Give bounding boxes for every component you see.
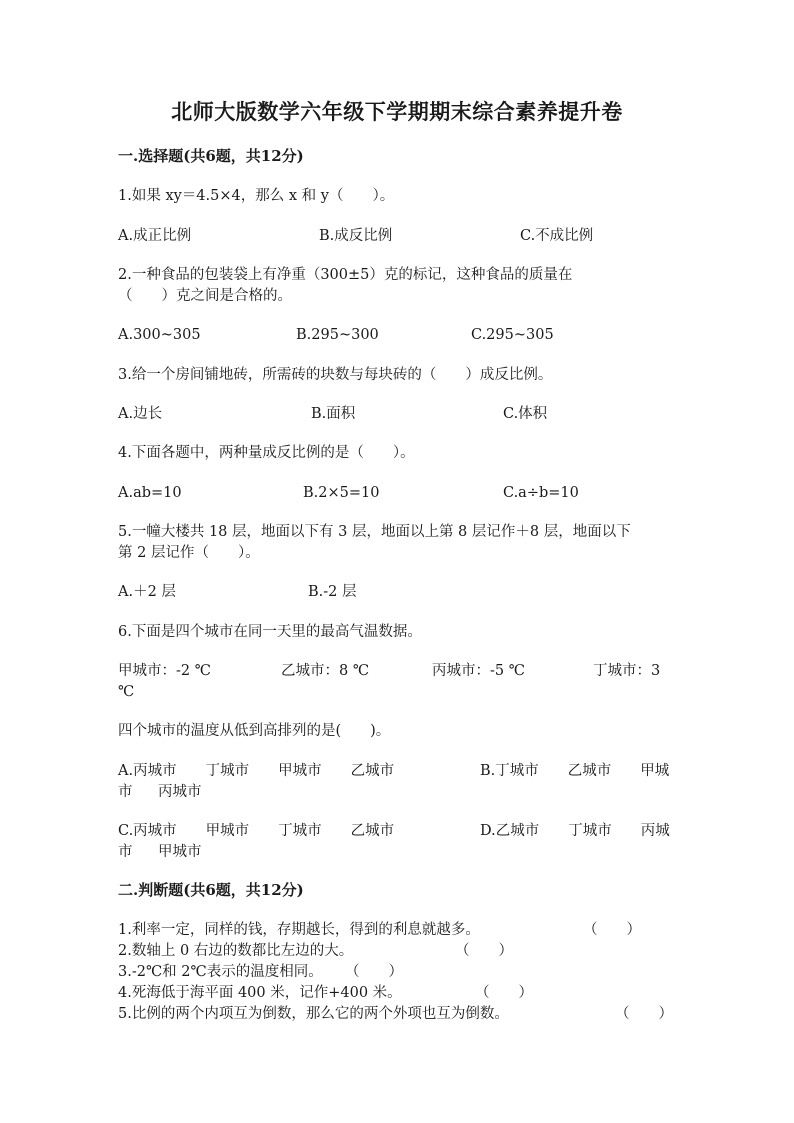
question-2-option-c: C.295~305 [471, 327, 554, 343]
judgement-item-2-blank: （ ） [455, 943, 513, 959]
question-1-text: 1.如果 xy＝4.5×4，那么 x 和 y（ ）。 [118, 188, 395, 204]
section-heading-judgement: 二.判断题(共6题，共12分) [118, 881, 304, 899]
question-5-text-line2: 第 2 层记作（ ）。 [118, 545, 260, 561]
question-6-city-d: 丁城市：3 [593, 663, 661, 679]
question-6-option-b-wrap-rest: 丙城市 [158, 784, 202, 800]
question-1-option-a: A.成正比例 [118, 228, 192, 244]
judgement-item-4-text: 4.死海低于海平面 400 米，记作+400 米。 [118, 985, 402, 1001]
question-4-option-b: B.2×5=10 [303, 485, 380, 501]
question-6-question: 四个城市的温度从低到高排列的是( )。 [118, 723, 391, 739]
question-6-option-b: B.丁城市 乙城市 甲城 [480, 763, 670, 779]
question-3-option-b: B.面积 [311, 406, 356, 422]
judgement-item-3-text: 3.-2℃和 2℃表示的温度相同。 [118, 964, 323, 980]
question-6-option-a: A.丙城市 丁城市 甲城市 乙城市 [118, 763, 395, 779]
judgement-item-5-text: 5.比例的两个内项互为倒数，那么它的两个外项也互为倒数。 [118, 1006, 509, 1022]
question-2-text-line2: （ ）克之间是合格的。 [118, 288, 292, 304]
question-6-text: 6.下面是四个城市在同一天里的最高气温数据。 [118, 624, 422, 640]
question-6-city-b: 乙城市：8 ℃ [281, 663, 370, 679]
question-6-option-d-wrap-rest: 甲城市 [158, 844, 202, 860]
judgement-item-5-blank: （ ） [615, 1006, 673, 1022]
judgement-item-2-text: 2.数轴上 0 右边的数都比左边的大。 [118, 943, 354, 959]
question-6-option-d: D.乙城市 丁城市 丙城 [480, 823, 670, 839]
question-5-text-line1: 5.一幢大楼共 18 层，地面以下有 3 层，地面以上第 8 层记作＋8 层，地面以下 [118, 524, 631, 540]
question-6-city-a: 甲城市：-2 ℃ [118, 663, 211, 679]
question-2-option-a: A.300~305 [118, 327, 201, 343]
question-5-option-a: A.＋2 层 [118, 584, 176, 600]
question-3-text: 3.给一个房间铺地砖，所需砖的块数与每块砖的（ ）成反比例。 [118, 367, 553, 383]
judgement-item-3-blank: （ ） [345, 964, 403, 980]
question-4-option-c: C.a÷b=10 [503, 485, 579, 501]
judgement-item-1-text: 1.利率一定，同样的钱，存期越长，得到的利息就越多。 [118, 922, 480, 938]
question-4-text: 4.下面各题中，两种量成反比例的是（ ）。 [118, 445, 415, 461]
question-6-city-c: 丙城市：-5 ℃ [432, 663, 525, 679]
section-heading-choice: 一.选择题(共6题，共12分) [118, 147, 304, 165]
question-6-option-c: C.丙城市 甲城市 丁城市 乙城市 [118, 823, 395, 839]
question-5-option-b: B.-2 层 [308, 584, 357, 600]
question-2-text-line1: 2.一种食品的包装袋上有净重（300±5）克的标记，这种食品的质量在 [118, 267, 573, 283]
question-1-option-b: B.成反比例 [319, 228, 393, 244]
question-4-option-a: A.ab=10 [118, 485, 182, 501]
question-6-city-d-unit: ℃ [118, 684, 135, 700]
question-6-option-d-wrap: 市 [118, 844, 133, 860]
question-3-option-a: A.边长 [118, 406, 163, 422]
question-3-option-c: C.体积 [503, 406, 548, 422]
question-2-option-b: B.295~300 [296, 327, 379, 343]
page-title: 北师大版数学六年级下学期期末综合素养提升卷 [171, 99, 623, 124]
judgement-item-1-blank: （ ） [583, 922, 641, 938]
judgement-item-4-blank: （ ） [475, 985, 533, 1001]
question-1-option-c: C.不成比例 [520, 228, 594, 244]
question-6-option-b-wrap: 市 [118, 784, 133, 800]
